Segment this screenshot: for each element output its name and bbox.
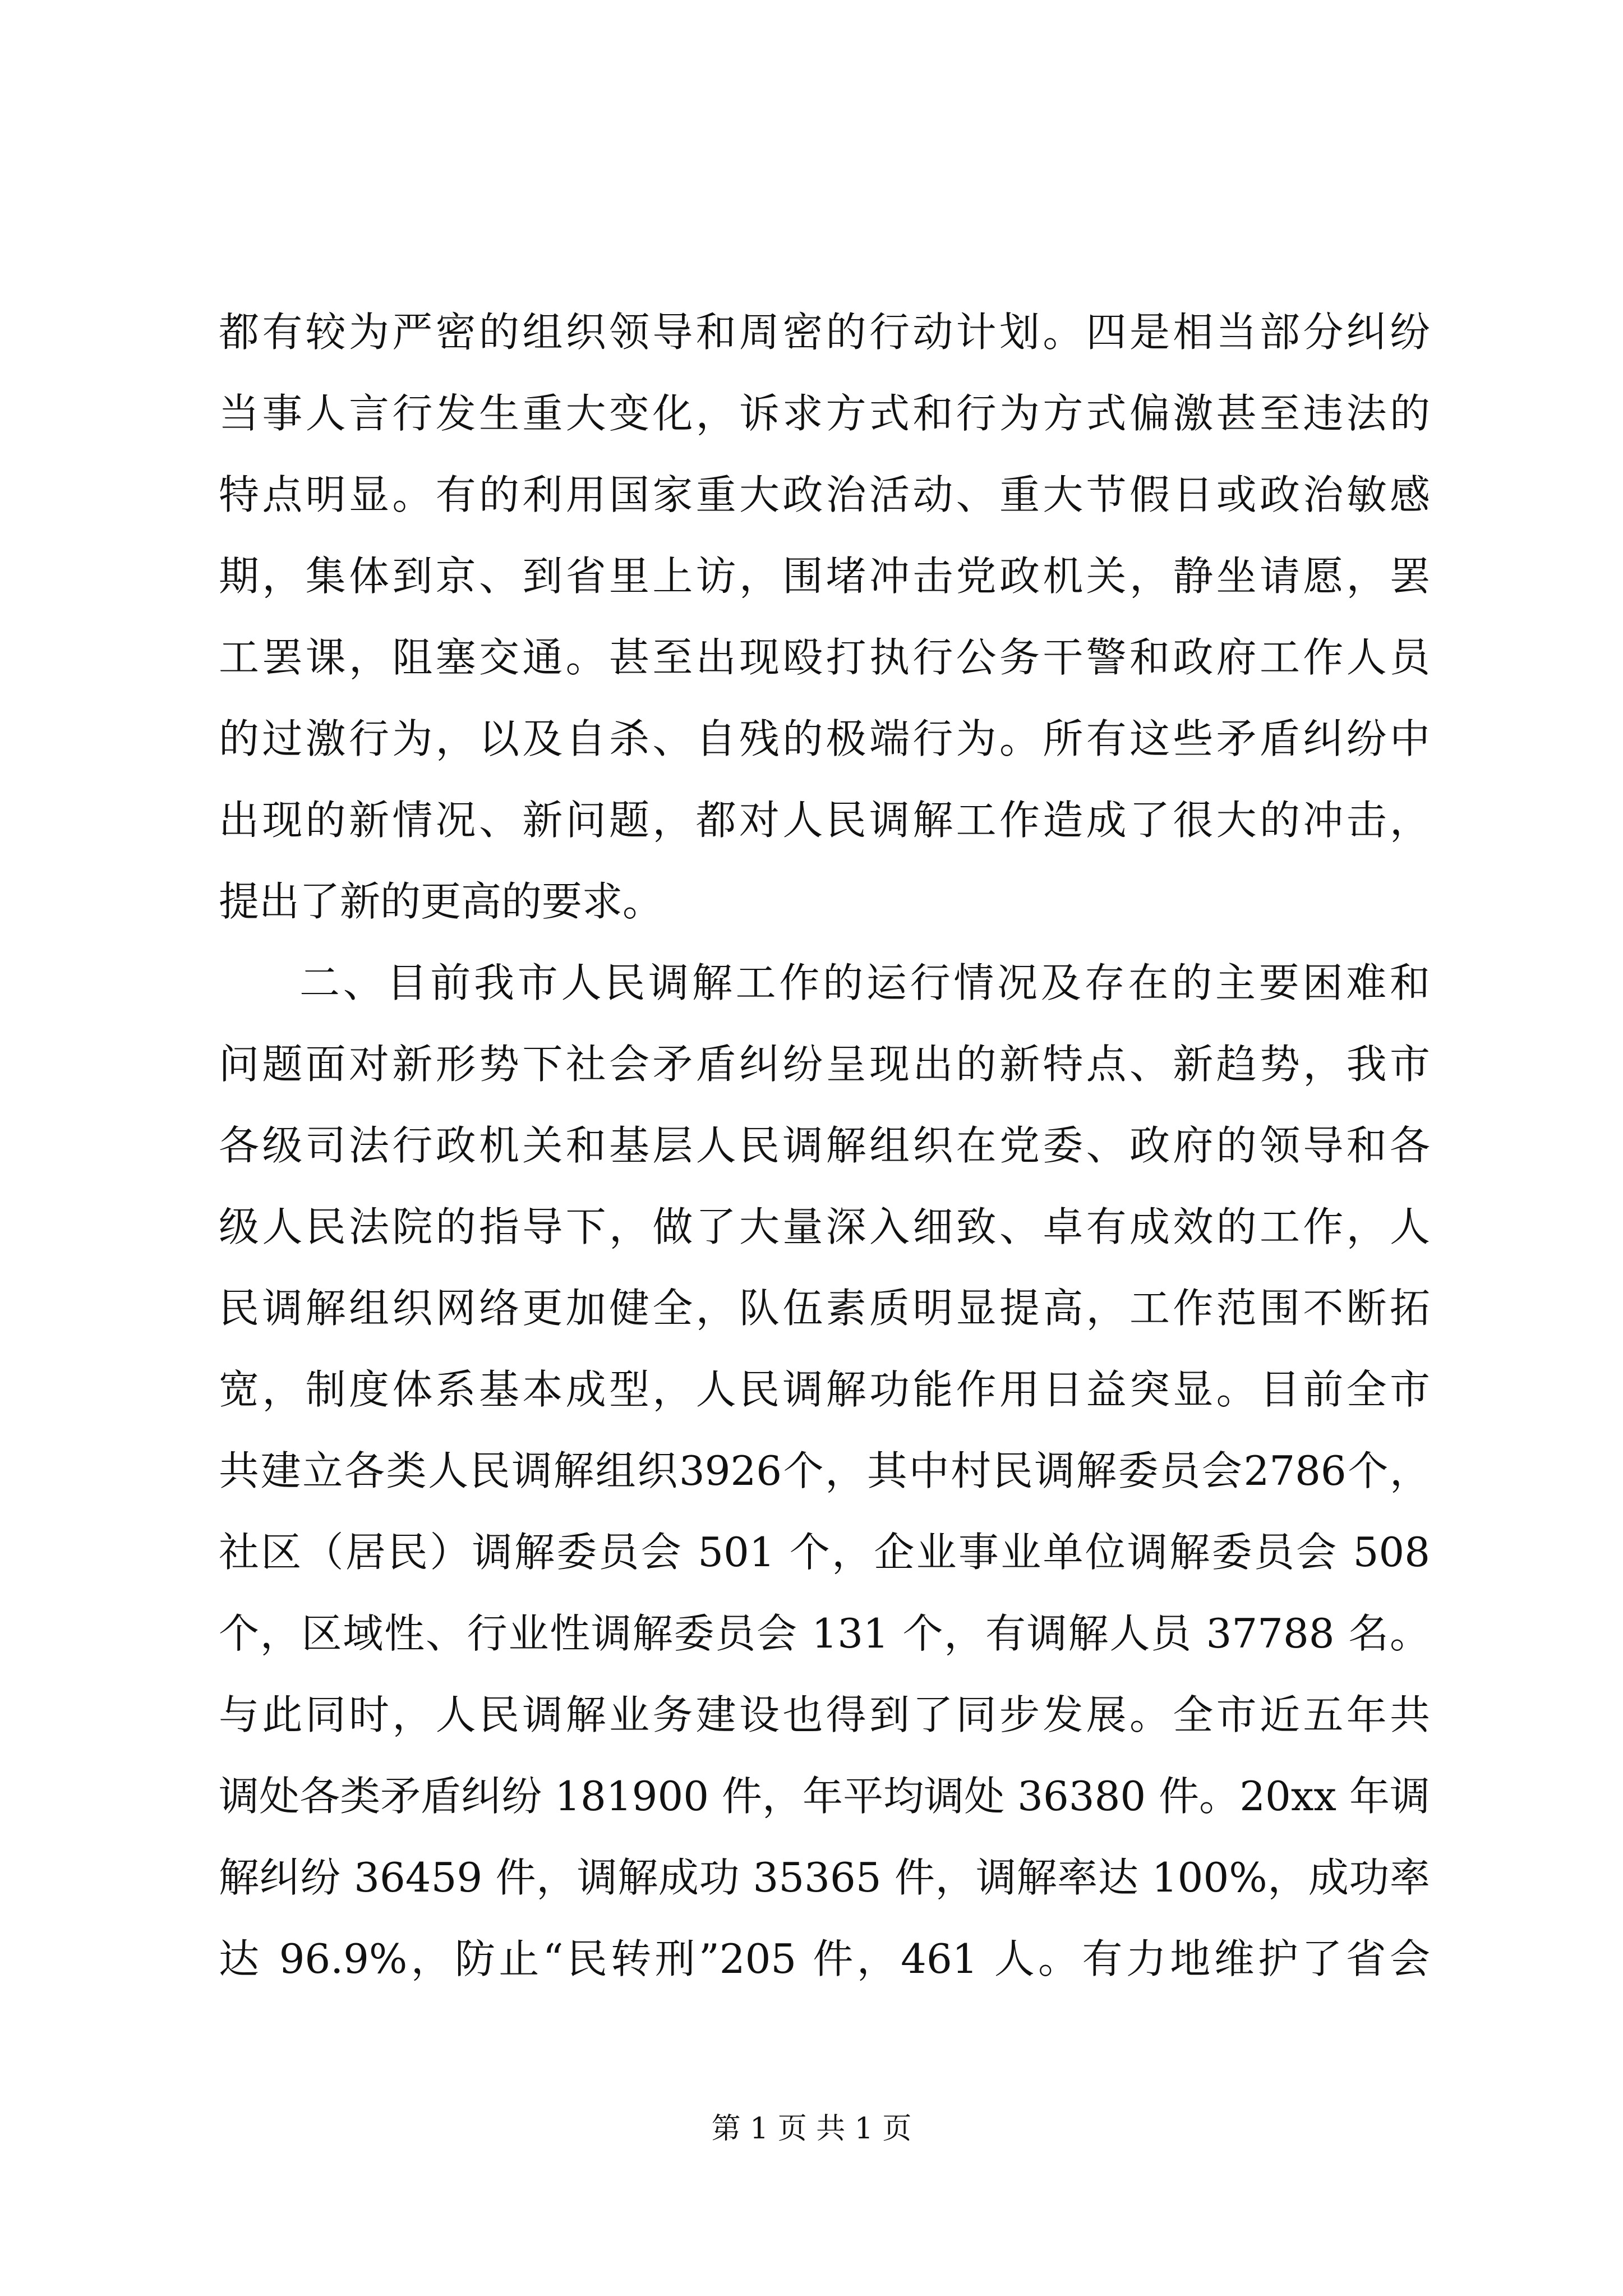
text-line: 调处各类矛盾纠纷 181900 件，年平均调处 36380 件。20xx 年调 — [219, 1773, 1430, 1820]
text-line: 特点明显。有的利用国家重大政治活动、重大节假日或政治敏感 — [219, 471, 1430, 518]
text-line: 当事人言行发生重大变化，诉求方式和行为方式偏激甚至违法的 — [219, 390, 1430, 437]
text-line: 达 96.9%，防止“民转刑”205 件，461 人。有力地维护了省会 — [219, 1935, 1430, 1982]
text-line: 社区（居民）调解委员会 501 个，企业事业单位调解委员会 508 — [219, 1529, 1430, 1576]
text-line: 提出了新的更高的要求。 — [219, 878, 663, 925]
paragraph-heading-line: 二、目前我市人民调解工作的运行情况及存在的主要困难和 — [299, 959, 1430, 1006]
text-line: 解纠纷 36459 件，调解成功 35365 件，调解率达 100%，成功率 — [219, 1854, 1430, 1901]
page-footer: 第 1 页 共 1 页 — [711, 2112, 912, 2146]
text-line: 问题面对新形势下社会矛盾纠纷呈现出的新特点、新趋势，我市 — [219, 1041, 1430, 1088]
text-line: 期，集体到京、到省里上访，围堵冲击党政机关，静坐请愿，罢 — [219, 553, 1430, 600]
text-line: 出现的新情况、新问题，都对人民调解工作造成了很大的冲击， — [219, 797, 1430, 844]
text-line: 工罢课，阻塞交通。甚至出现殴打执行公务干警和政府工作人员 — [219, 634, 1430, 681]
text-line: 各级司法行政机关和基层人民调解组织在党委、政府的领导和各 — [219, 1122, 1430, 1169]
text-line: 的过激行为，以及自杀、自残的极端行为。所有这些矛盾纠纷中 — [219, 715, 1430, 762]
text-line: 与此同时，人民调解业务建设也得到了同步发展。全市近五年共 — [219, 1691, 1430, 1738]
text-line: 民调解组织网络更加健全，队伍素质明显提高，工作范围不断拓 — [219, 1285, 1430, 1332]
text-line: 级人民法院的指导下，做了大量深入细致、卓有成效的工作，人 — [219, 1203, 1430, 1250]
text-line: 宽，制度体系基本成型，人民调解功能作用日益突显。目前全市 — [219, 1366, 1430, 1413]
text-line: 都有较为严密的组织领导和周密的行动计划。四是相当部分纠纷 — [219, 309, 1430, 356]
body-text — [219, 292, 1430, 2000]
text-line: 共建立各类人民调解组织3926个，其中村民调解委员会2786个， — [219, 1447, 1430, 1494]
text-line: 个，区域性、行业性调解委员会 131 个，有调解人员 37788 名。 — [219, 1610, 1430, 1657]
